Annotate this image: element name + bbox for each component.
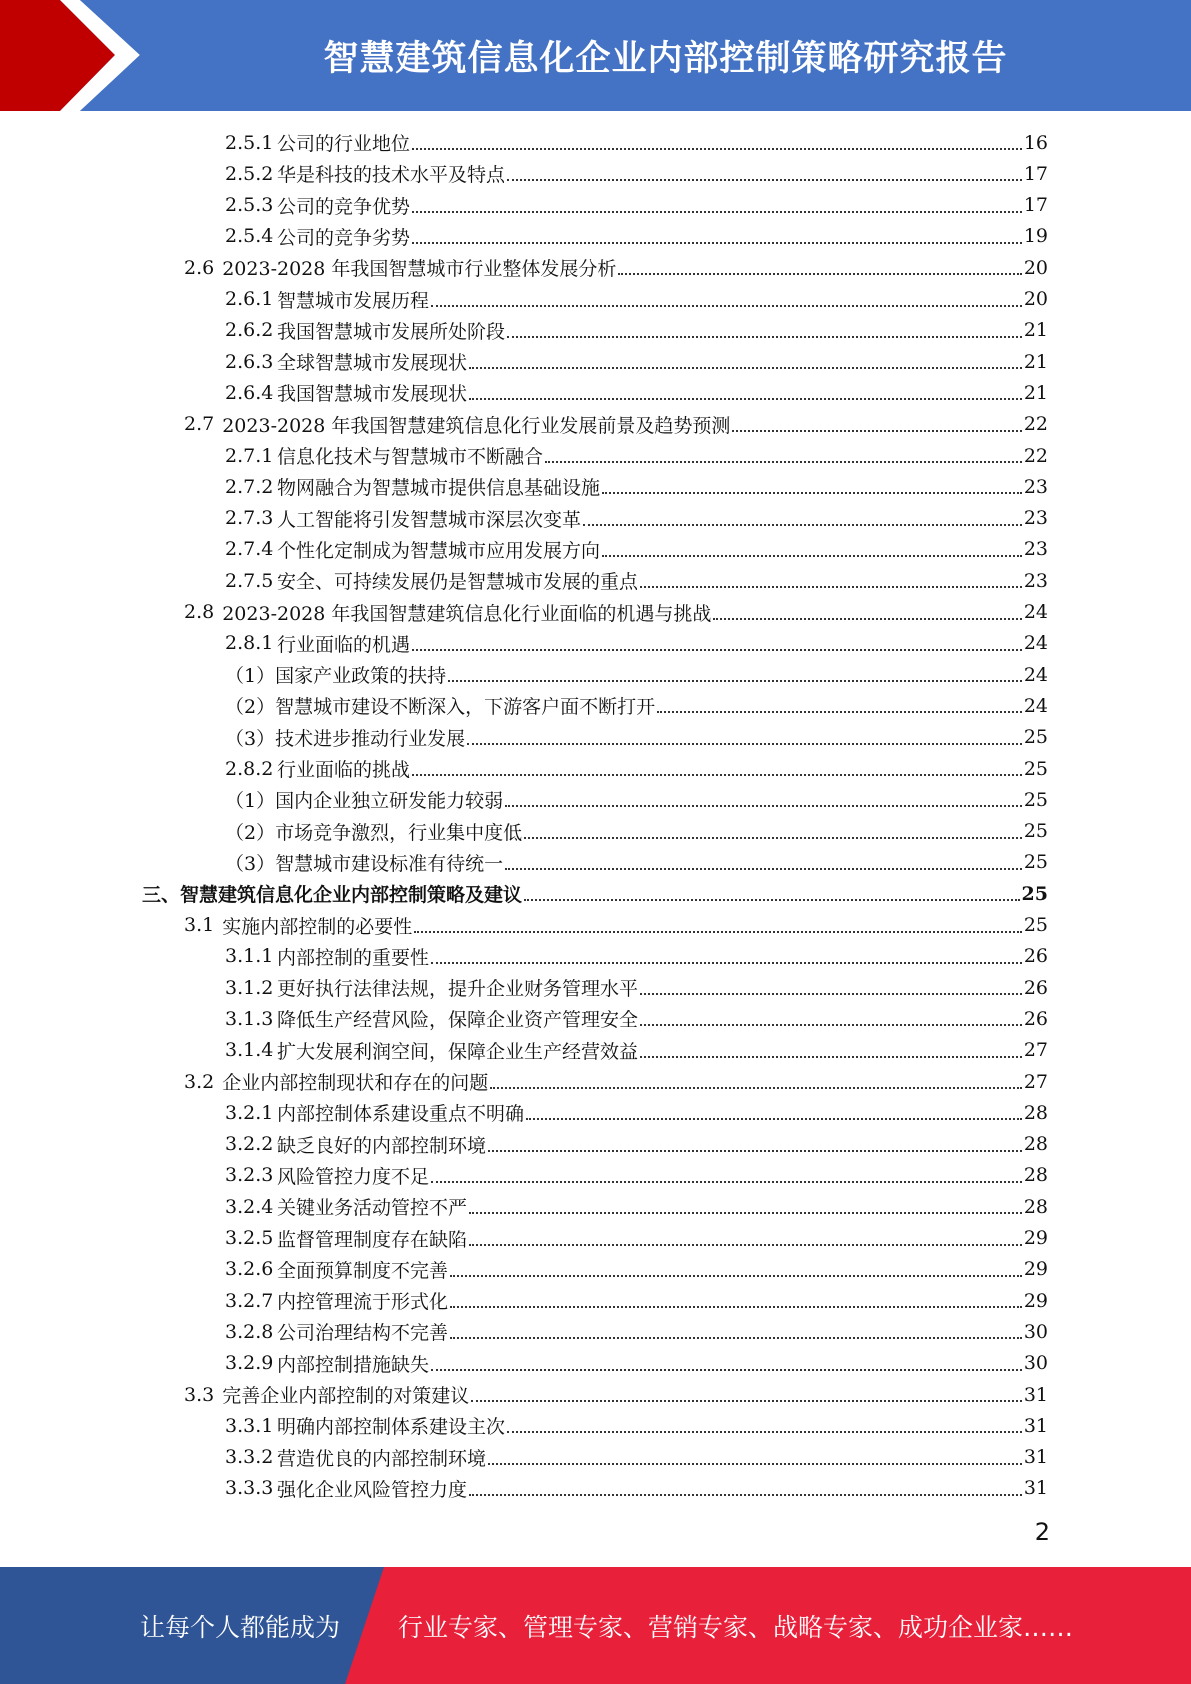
toc-dot-leader: [469, 366, 1022, 369]
toc-entry[interactable]: [225, 784, 1048, 815]
toc-entry-title: 降低生产经营风险，保障企业资产管理安全: [277, 1009, 639, 1032]
toc-entry-page: 24: [1023, 632, 1048, 655]
toc-entry-title: 人工智能将引发智慧城市深层次变革: [277, 508, 582, 531]
toc-entry-title: 内部控制体系建设重点不明确: [277, 1103, 525, 1126]
toc-entry-number: 2.8: [184, 601, 215, 623]
toc-entry-page: 31: [1023, 1477, 1048, 1500]
toc-dot-leader: [469, 397, 1022, 400]
toc-entry-page: 26: [1023, 976, 1048, 999]
toc-entry[interactable]: [225, 722, 1048, 753]
toc-entry-title: 我国智慧城市发展现状: [277, 383, 468, 406]
toc-dot-leader: [524, 836, 1022, 839]
toc-dot-leader: [450, 1274, 1022, 1277]
toc-entry-page: 23: [1023, 507, 1048, 530]
page-number: 2: [1034, 1518, 1050, 1546]
toc-entry-page: 25: [1023, 914, 1048, 936]
toc-entry-number: 2.8.2: [225, 757, 274, 780]
toc-entry-page: 31: [1023, 1383, 1048, 1406]
toc-entry-number: 2.6: [184, 256, 215, 279]
toc-entry[interactable]: [225, 315, 1048, 346]
toc-dot-leader: [618, 272, 1021, 275]
toc-entry-page: 27: [1023, 1070, 1048, 1093]
toc-entry-page: 24: [1023, 663, 1048, 686]
toc-entry-number: 3.2.5: [225, 1227, 274, 1249]
toc-entry-page: 25: [1023, 726, 1048, 749]
toc-entry-number: 3.3.1: [225, 1414, 274, 1437]
toc-entry-page: 24: [1023, 601, 1048, 623]
toc-entry[interactable]: [225, 346, 1048, 377]
toc-dot-leader: [507, 1430, 1022, 1433]
toc-entry-page: 25: [1021, 882, 1048, 905]
toc-entry-page: 25: [1023, 757, 1048, 780]
toc-dot-leader: [431, 1180, 1022, 1183]
toc-entry-page: 28: [1023, 1195, 1048, 1218]
toc-entry[interactable]: [225, 1348, 1048, 1379]
toc-entry[interactable]: [184, 910, 1048, 941]
toc-entry-number: 3.1: [184, 914, 215, 936]
toc-dot-leader: [469, 1211, 1022, 1214]
toc-entry[interactable]: [225, 1160, 1048, 1191]
toc-entry-title: 公司的竞争优势: [277, 195, 411, 218]
toc-entry-title: 营造优良的内部控制环境: [277, 1447, 487, 1470]
toc-entry-title: 安全、可持续发展仍是智慧城市发展的重点: [277, 571, 639, 594]
toc-entry-page: 27: [1023, 1039, 1048, 1062]
toc-entry[interactable]: [225, 190, 1048, 221]
toc-dot-leader: [412, 773, 1022, 776]
toc-entry-title: 个性化定制成为智慧城市应用发展方向: [277, 539, 601, 562]
toc-entry-title: （1）国内企业独立研发能力较弱: [225, 790, 504, 813]
toc-entry-title: 缺乏良好的内部控制环境: [277, 1134, 487, 1157]
toc-entry[interactable]: [225, 972, 1048, 1003]
toc-entry[interactable]: [225, 221, 1048, 252]
toc-dot-leader: [602, 554, 1022, 557]
toc-entry[interactable]: [225, 1410, 1048, 1441]
toc-entry-title: （3）智慧城市建设标准有待统一: [225, 852, 504, 875]
toc-dot-leader: [505, 804, 1022, 807]
toc-entry-page: 24: [1023, 694, 1048, 717]
toc-entry-number: 3.3.2: [225, 1446, 274, 1469]
toc-entry-number: 3.2: [184, 1070, 215, 1093]
toc-entry-number: 3.2.6: [225, 1258, 274, 1281]
toc-entry[interactable]: [225, 377, 1048, 408]
toc-entry[interactable]: [225, 1316, 1048, 1347]
toc-entry-page: 28: [1023, 1164, 1048, 1187]
toc-entry-page: 28: [1023, 1101, 1048, 1124]
toc-entry[interactable]: [225, 471, 1048, 502]
toc-dot-leader: [602, 491, 1022, 494]
toc-dot-leader: [640, 992, 1022, 995]
toc-entry-number: 3.3.3: [225, 1477, 274, 1500]
toc-entry[interactable]: [225, 284, 1048, 315]
toc-entry-title: 2023-2028 年我国智慧城市行业整体发展分析: [222, 258, 617, 281]
toc-entry[interactable]: [225, 690, 1048, 721]
toc-dot-leader: [448, 679, 1022, 682]
toc-entry-title: 关键业务活动管控不严: [277, 1197, 468, 1220]
toc-entry-number: 2.6.3: [225, 350, 274, 373]
toc-dot-leader: [507, 335, 1022, 338]
header-arrow-decoration: [0, 0, 170, 111]
toc-entry-title: 我国智慧城市发展所处阶段: [277, 320, 506, 343]
toc-entry-page: 29: [1023, 1258, 1048, 1281]
toc-dot-leader: [640, 585, 1022, 588]
toc-entry-title: 内部控制措施缺失: [277, 1353, 430, 1376]
toc-entry-page: 31: [1023, 1414, 1048, 1437]
toc-dot-leader: [412, 648, 1022, 651]
toc-entry-title: 公司的行业地位: [277, 133, 411, 155]
toc-entry-number: 2.7.2: [225, 475, 274, 498]
toc-dot-leader: [414, 930, 1022, 933]
toc-entry-title: 2023-2028 年我国智慧建筑信息化行业发展前景及趋势预测: [222, 414, 731, 437]
toc-entry-number: 3.1.4: [225, 1039, 274, 1062]
toc-entry-page: 22: [1023, 444, 1048, 467]
toc-entry-number: 3.2.9: [225, 1352, 274, 1375]
toc-entry-title: 全球智慧城市发展现状: [277, 352, 468, 375]
toc-dot-leader: [431, 1368, 1022, 1371]
toc-dot-leader: [732, 429, 1021, 432]
toc-entry-title: 行业面临的挑战: [277, 759, 411, 781]
toc-entry-page: 26: [1023, 945, 1048, 968]
toc-entry-title: 强化企业风险管控力度: [277, 1478, 468, 1501]
toc-entry-number: 3.2.8: [225, 1320, 274, 1343]
toc-entry-title: 风险管控力度不足: [277, 1165, 430, 1188]
toc-dot-leader: [471, 1399, 1022, 1402]
toc-entry-title: 物网融合为智慧城市提供信息基础设施: [277, 477, 601, 500]
toc-entry-number: 3.2.1: [225, 1101, 274, 1124]
toc-entry-title: 三、智慧建筑信息化企业内部控制策略及建议: [142, 884, 523, 907]
toc-entry-page: 22: [1023, 413, 1048, 436]
toc-entry-page: 23: [1023, 538, 1048, 561]
toc-entry[interactable]: [184, 1379, 1048, 1410]
footer-slogan-right: 行业专家、管理专家、营销专家、战略专家、成功企业家……: [398, 1612, 1074, 1642]
toc-dot-leader: [467, 742, 1022, 745]
toc-entry-page: 23: [1023, 569, 1048, 592]
toc-dot-leader: [431, 961, 1022, 964]
toc-entry-page: 21: [1023, 350, 1048, 373]
page-header: [0, 0, 1191, 111]
toc-entry[interactable]: [225, 127, 1048, 158]
toc-entry[interactable]: [225, 1285, 1048, 1316]
toc-entry-page: 30: [1023, 1352, 1048, 1375]
page-footer: [0, 1567, 1191, 1684]
toc-entry[interactable]: [184, 409, 1048, 440]
toc-entry[interactable]: [184, 252, 1048, 283]
toc-dot-leader: [412, 210, 1022, 213]
toc-entry[interactable]: [184, 1066, 1048, 1097]
toc-entry[interactable]: [225, 941, 1048, 972]
toc-entry-page: 17: [1023, 194, 1048, 217]
toc-entry-title: 公司治理结构不完善: [277, 1322, 449, 1345]
toc-entry-number: 2.8.1: [225, 632, 274, 655]
toc-dot-leader: [450, 1336, 1022, 1339]
toc-entry-title: 公司的竞争劣势: [277, 226, 411, 249]
toc-entry-number: 3.2.7: [225, 1289, 274, 1312]
toc-dot-leader: [469, 1243, 1022, 1246]
toc-entry-page: 25: [1023, 820, 1048, 843]
toc-entry-page: 28: [1023, 1133, 1048, 1156]
toc-entry-number: 2.5.1: [225, 131, 274, 154]
toc-entry[interactable]: [225, 503, 1048, 534]
toc-entry-number: 2.7: [184, 413, 215, 436]
toc-entry-title: 完善企业内部控制的对策建议: [222, 1385, 470, 1407]
toc-entry-title: 内部控制的重要性: [277, 946, 430, 969]
toc-entry[interactable]: [142, 878, 1048, 909]
toc-entry-number: 2.6.2: [225, 319, 274, 342]
toc-dot-leader: [640, 1023, 1022, 1026]
toc-entry[interactable]: [225, 816, 1048, 847]
toc-entry-title: 全面预算制度不完善: [277, 1259, 449, 1282]
toc-entry[interactable]: [225, 1473, 1048, 1504]
toc-entry-number: 2.7.5: [225, 569, 274, 592]
toc-entry-number: 3.3: [184, 1383, 215, 1406]
toc-dot-leader: [412, 147, 1022, 150]
toc-entry-title: （3）技术进步推动行业发展: [225, 727, 466, 750]
toc-entry-number: 2.6.4: [225, 381, 274, 404]
toc-dot-leader: [657, 710, 1022, 713]
toc-entry-page: 21: [1023, 381, 1048, 404]
toc-dot-leader: [640, 1055, 1022, 1058]
toc-entry-number: 3.1.1: [225, 945, 274, 968]
toc-entry-page: 16: [1023, 131, 1048, 154]
toc-entry-title: 实施内部控制的必要性: [222, 915, 413, 938]
toc-entry-title: 更好执行法律法规，提升企业财务管理水平: [277, 978, 639, 1001]
toc-entry-title: 行业面临的机遇: [277, 633, 411, 656]
toc-entry-title: 企业内部控制现状和存在的问题: [222, 1072, 489, 1094]
toc-entry[interactable]: [225, 1003, 1048, 1034]
toc-entry[interactable]: [225, 158, 1048, 189]
toc-dot-leader: [505, 867, 1022, 870]
toc-entry-page: 30: [1023, 1320, 1048, 1343]
toc-entry[interactable]: [184, 597, 1048, 628]
toc-entry[interactable]: [225, 1097, 1048, 1128]
toc-entry-number: 2.6.1: [225, 288, 274, 310]
toc-dot-leader: [507, 178, 1022, 181]
toc-entry-page: 25: [1023, 851, 1048, 874]
toc-entry-title: 华是科技的技术水平及特点: [277, 164, 506, 187]
toc-entry[interactable]: [225, 1129, 1048, 1160]
toc-entry-number: 2.7.4: [225, 538, 274, 561]
toc-dot-leader: [431, 304, 1022, 307]
toc-entry-page: 21: [1023, 319, 1048, 342]
toc-entry-title: （2）智慧城市建设不断深入，下游客户面不断打开: [225, 696, 656, 719]
toc-entry[interactable]: [225, 1035, 1048, 1066]
toc-entry[interactable]: [225, 1191, 1048, 1222]
toc-entry[interactable]: [225, 534, 1048, 565]
toc-entry-page: 20: [1023, 288, 1048, 310]
toc-entry-title: 内控管理流于形式化: [277, 1291, 449, 1314]
toc-entry[interactable]: [225, 565, 1048, 596]
toc-entry-page: 17: [1023, 162, 1048, 185]
document-title: 智慧建筑信息化企业内部控制策略研究报告: [323, 38, 1008, 79]
toc-entry-title: 智慧城市发展历程: [277, 289, 430, 312]
toc-entry-number: 3.2.4: [225, 1195, 274, 1218]
toc-dot-leader: [545, 460, 1022, 463]
toc-dot-leader: [450, 1305, 1022, 1308]
toc-entry-title: 扩大发展利润空间，保障企业生产经营效益: [277, 1040, 639, 1063]
toc-entry[interactable]: [225, 659, 1048, 690]
toc-entry-number: 3.1.2: [225, 976, 274, 999]
toc-dot-leader: [713, 617, 1021, 620]
toc-entry-page: 20: [1023, 256, 1048, 279]
toc-entry[interactable]: [225, 628, 1048, 659]
toc-dot-leader: [469, 1493, 1022, 1496]
toc-entry-number: 2.5.3: [225, 194, 274, 217]
toc-dot-leader: [488, 1462, 1022, 1465]
toc-entry-title: 2023-2028 年我国智慧建筑信息化行业面临的机遇与挑战: [222, 602, 712, 625]
toc-entry-title: 监督管理制度存在缺陷: [277, 1228, 468, 1251]
toc-entry[interactable]: [225, 847, 1048, 878]
toc-entry-page: 23: [1023, 475, 1048, 498]
toc-entry[interactable]: [225, 1254, 1048, 1285]
toc-entry-number: 3.2.2: [225, 1133, 274, 1156]
toc-entry[interactable]: [225, 1223, 1048, 1254]
toc-entry-title: （1）国家产业政策的扶持: [225, 665, 447, 688]
toc-entry-number: 2.5.2: [225, 162, 274, 185]
toc-entry-page: 31: [1023, 1446, 1048, 1469]
toc-entry-title: 明确内部控制体系建设主次: [277, 1416, 506, 1439]
toc-entry-page: 26: [1023, 1007, 1048, 1030]
toc-entry-page: 19: [1023, 225, 1048, 248]
toc-entry-number: 3.1.3: [225, 1007, 274, 1030]
toc-entry-page: 25: [1023, 788, 1048, 811]
toc-entry[interactable]: [225, 1442, 1048, 1473]
toc-entry-page: 29: [1023, 1289, 1048, 1312]
toc-entry-number: 2.7.1: [225, 444, 274, 467]
toc-dot-leader: [526, 1117, 1022, 1120]
toc-entry-title: 信息化技术与智慧城市不断融合: [277, 446, 544, 468]
toc-dot-leader: [412, 241, 1022, 244]
toc-dot-leader: [488, 1149, 1022, 1152]
toc-entry-number: 2.7.3: [225, 507, 274, 530]
toc-dot-leader: [490, 1086, 1022, 1089]
footer-slogan-left: 让每个人都能成为: [140, 1612, 341, 1642]
toc-entry[interactable]: [225, 753, 1048, 784]
toc-entry[interactable]: [225, 440, 1048, 471]
toc-dot-leader: [524, 898, 1020, 901]
toc-entry-number: 3.2.3: [225, 1164, 274, 1187]
toc-entry-title: （2）市场竞争激烈，行业集中度低: [225, 821, 523, 844]
toc-dot-leader: [583, 523, 1022, 526]
toc-entry-page: 29: [1023, 1227, 1048, 1249]
toc-entry-number: 2.5.4: [225, 225, 274, 248]
